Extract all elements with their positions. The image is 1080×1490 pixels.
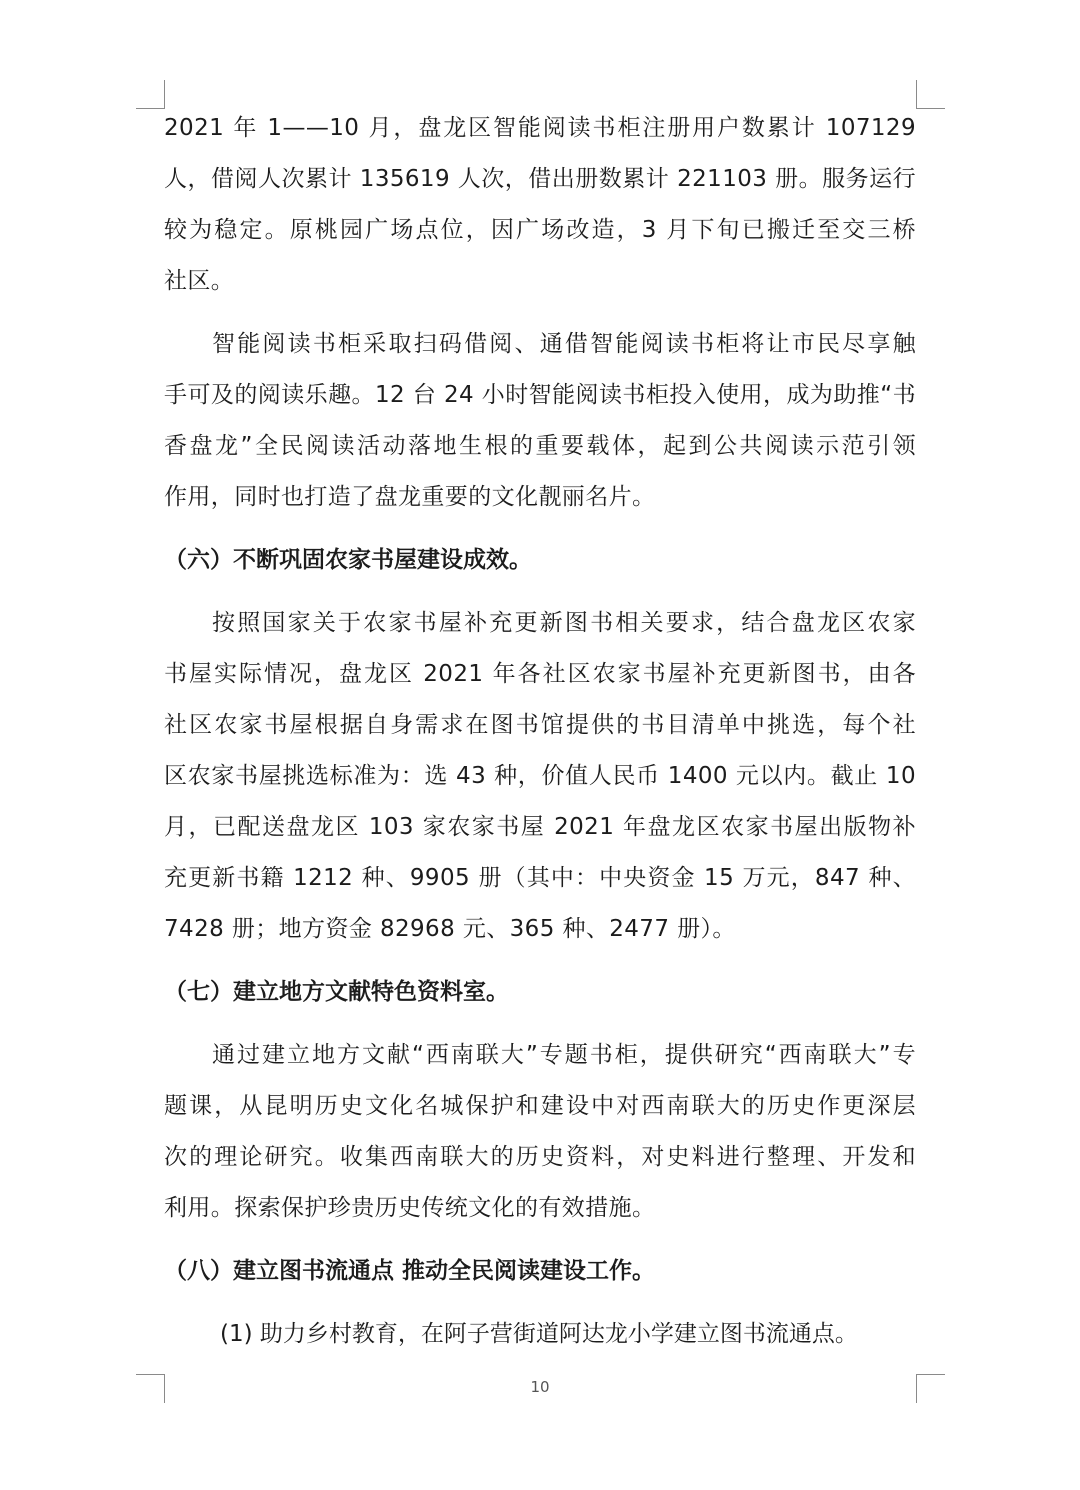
crop-mark-top-right (916, 80, 945, 109)
section-heading-6: （六）不断巩固农家书屋建设成效。 (164, 547, 532, 573)
paragraph-line: 2021 年 1——10 月，盘龙区智能阅读书柜注册用户数累计 107129 (164, 115, 916, 141)
paragraph-reading-cabinet-stats (164, 103, 916, 307)
paragraph-line: 月，已配送盘龙区 103 家农家书屋 2021 年盘龙区农家书屋出版物补 (164, 814, 916, 840)
paragraph-line: 较为稳定。原桃园广场点位，因广场改造，3 月下旬已搬迁至交三桥 (164, 217, 916, 243)
paragraph-local-literature (164, 1030, 916, 1234)
paragraph-line: 题课，从昆明历史文化名城保护和建设中对西南联大的历史作更深层 (164, 1093, 916, 1119)
paragraph-line: 人，借阅人次累计 135619 人次，借出册数累计 221103 册。服务运行 (164, 166, 916, 192)
paragraph-line: 7428 册；地方资金 82968 元、365 种、2477 册）。 (164, 916, 736, 942)
section-heading-7: （七）建立地方文献特色资料室。 (164, 979, 509, 1005)
paragraph-line: 次的理论研究。收集西南联大的历史资料，对史料进行整理、开发和 (164, 1144, 916, 1170)
paragraph-line: 社区。 (164, 268, 235, 294)
paragraph-reading-cabinet-usage (164, 319, 916, 523)
paragraph-line: 手可及的阅读乐趣。12 台 24 小时智能阅读书柜投入使用，成为助推“书 (164, 382, 916, 408)
paragraph-line: 按照国家关于农家书屋补充更新图书相关要求，结合盘龙区农家 (212, 610, 916, 636)
paragraph-line: 充更新书籍 1212 种、9905 册（其中：中央资金 15 万元，847 种、 (164, 865, 916, 891)
page-number: 10 (530, 1378, 550, 1396)
paragraph-line: 香盘龙”全民阅读活动落地生根的重要载体，起到公共阅读示范引领 (164, 433, 916, 459)
crop-mark-top-left (136, 80, 165, 109)
paragraph-line: 智能阅读书柜采取扫码借阅、通借智能阅读书柜将让市民尽享触 (212, 331, 916, 357)
paragraph-farmhouse-library (164, 598, 916, 955)
list-item-1: (1) 助力乡村教育，在阿子营街道阿达龙小学建立图书流通点。 (220, 1321, 858, 1347)
page-body (164, 103, 916, 1360)
paragraph-line: 通过建立地方文献“西南联大”专题书柜，提供研究“西南联大”专 (212, 1042, 916, 1068)
paragraph-line: 作用，同时也打造了盘龙重要的文化靓丽名片。 (164, 484, 656, 510)
paragraph-line: 区农家书屋挑选标准为：选 43 种，价值人民币 1400 元以内。截止 10 (164, 763, 916, 789)
paragraph-line: 社区农家书屋根据自身需求在图书馆提供的书目清单中挑选，每个社 (164, 712, 916, 738)
paragraph-line: 利用。探索保护珍贵历史传统文化的有效措施。 (164, 1195, 656, 1221)
section-heading-8: （八）建立图书流通点 推动全民阅读建设工作。 (164, 1258, 656, 1284)
paragraph-line: 书屋实际情况，盘龙区 2021 年各社区农家书屋补充更新图书，由各 (164, 661, 916, 687)
